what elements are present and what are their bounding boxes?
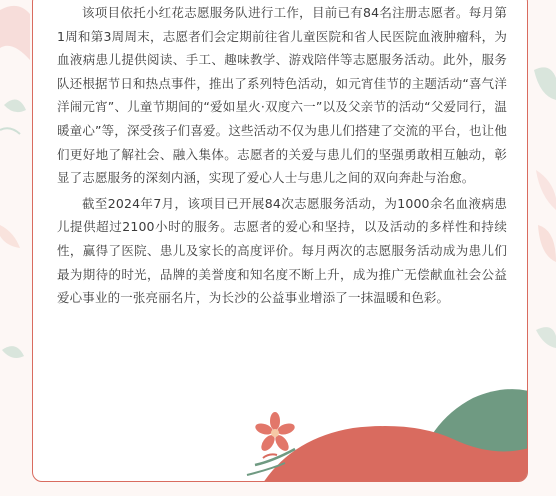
paragraph-1: 该项目依托小红花志愿服务队进行工作，目前已有84名注册志愿者。每月第1周和第3周周末，志愿者们会定期前往省儿童医院和省人民医院血液肿瘤科，为血液病患儿提供阅读、手工、趣味教学、游戏陪伴等志愿服务活动。此外，服务队还根据节日和热点事件，推出了系列特色活动，如元宵佳节的主题活动“喜气洋洋闹元宵”、儿童节期间的“爱如星火·双度六一”以及父亲节的活动“父爱同行，温暖童心”等，深受孩子们喜爱。这些活动不仅为患儿们搭建了交流的平台，也让他们更好地了解社会、融入集体。志愿者的关爱与患儿们的坚强勇敢相互触动，彰显了志愿服务的深刻内涵，实现了爱心人士与患儿之间的双向奔赴与治愈。 xyxy=(57,5,507,186)
paragraph-2: 截至2024年7月，该项目已开展84次志愿服务活动，为1000余名血液病患儿提供超过2100小时的服务。志愿者的爱心和坚持，以及活动的多样性和持续性，赢得了医院、患儿及家长的高度评价。每月两次的志愿服务活动成为患儿们最为期待的时光，品牌的美誉度和知名度不断上升，成为推广无偿献血社会公益爱心事业的一张亮丽名片，为长沙的公益事业增添了一抹温暖和色彩。 xyxy=(57,195,507,306)
flower-icon xyxy=(254,412,296,453)
bottom-decoration xyxy=(33,0,528,482)
article-card xyxy=(32,0,528,482)
